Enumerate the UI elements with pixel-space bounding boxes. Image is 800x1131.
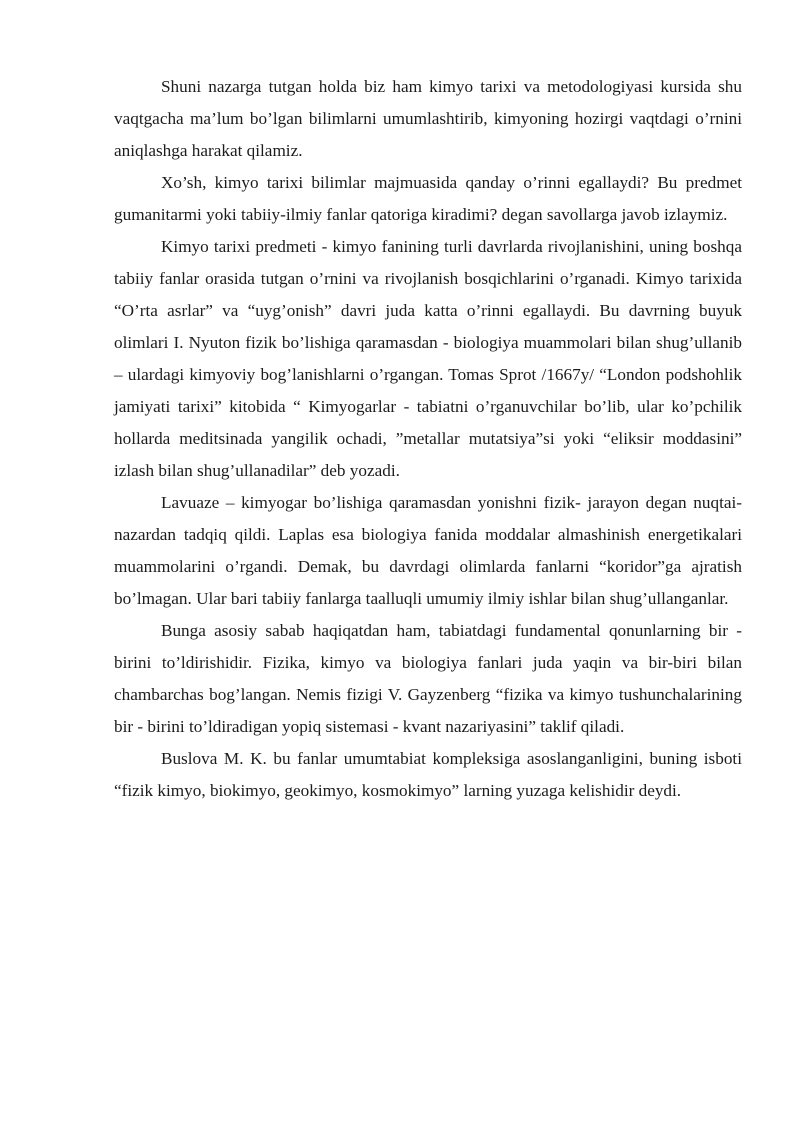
paragraph: Lavuaze – kimyogar bo’lishiga qaramasdan yonishni fizik- jarayon degan nuqtai-nazardan tadqiq qildi. Laplas esa biologiya fanida moddalar almashinish energetikalari muammolarini o’rgandi. Demak, bu davrdagi olimlarda fanlarni “koridor”ga ajratish bo’lmagan. Ular bari tabiiy fanlarga taalluqli umumiy ilmiy ishlar bilan shug’ullanganlar. <box>114 493 742 608</box>
paragraph: Shuni nazarga tutgan holda biz ham kimyo tarixi va metodologiyasi kursida shu vaqtgacha ma’lum bo’lgan bilimlarni umumlashtirib, kimyoning hozirgi vaqtdagi o’rnini aniqlashga harakat qilamiz. <box>114 77 742 160</box>
paragraph: Bunga asosiy sabab haqiqatdan ham, tabiatdagi fundamental qonunlarning bir - birini to’ldirishidir. Fizika, kimyo va biologiya fanlari juda yaqin va bir-biri bilan chambarchas bog’langan. Nemis fizigi V. Gayzenberg “fizika va kimyo tushunchalarining bir - birini to’ldiradigan yopiq sistemasi - kvant nazariyasini” taklif qiladi. <box>114 621 742 736</box>
paragraph: Buslova M. K. bu fanlar umumtabiat kompleksiga asoslanganligini, buning isboti “fizik kimyo, biokimyo, geokimyo, kosmokimyo” larning yuzaga kelishidir deydi. <box>114 749 742 800</box>
paragraph: Kimyo tarixi predmeti - kimyo fanining turli davrlarda rivojlanishini, uning boshqa tabiiy fanlar orasida tutgan o’rnini va rivojlanish bosqichlarini o’rganadi. Kimyo tarixida “O’rta asrlar” va “uyg’onish” davri juda katta o’rinni egallaydi. Bu davrning buyuk olimlari I. Nyuton fizik bo’lishiga qaramasdan - biologiya muammolari bilan shug’ullanib – ulardagi kimyoviy bog’lanishlarni o’rgangan. Tomas Sprot /1667y/ “London podshohlik jamiyati tarixi” kitobida “ Kimyogarlar - tabiatni o’rganuvchilar bo’lib, ular ko’pchilik hollarda meditsinada yangilik ochadi, ”metallar mutatsiya”si yoki “eliksir moddasini” izlash bilan shug’ullanadilar” deb yozadi. <box>114 237 742 480</box>
paragraph: Xo’sh, kimyo tarixi bilimlar majmuasida qanday o’rinni egallaydi? Bu predmet gumanitarmi yoki tabiiy-ilmiy fanlar qatoriga kiradimi? degan savollarga javob izlaymiz. <box>114 173 742 224</box>
document-body <box>114 71 742 807</box>
